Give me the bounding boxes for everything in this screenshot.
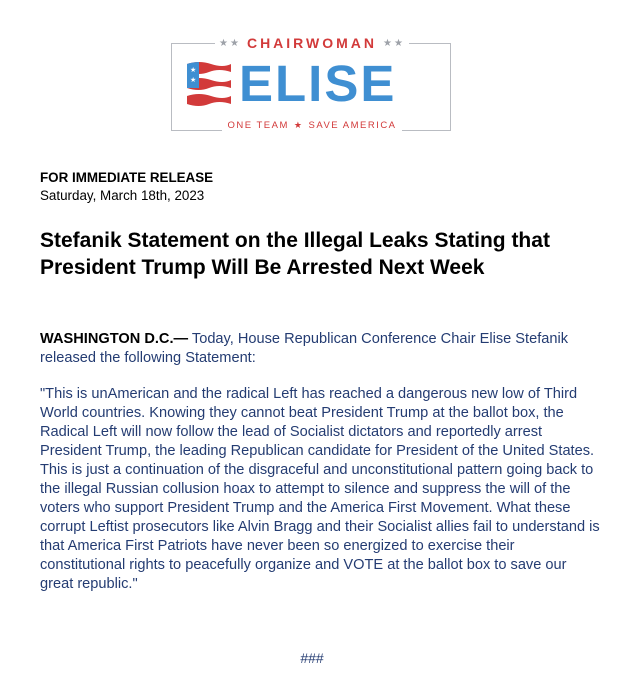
- logo-top-row: [171, 30, 453, 56]
- star-icon: ★: [293, 119, 304, 130]
- release-date: Saturday, March 18th, 2023: [40, 188, 205, 203]
- logo-chairwoman-text: CHAIRWOMAN: [246, 35, 378, 51]
- logo-bottom-row: [171, 116, 453, 134]
- svg-text:★: ★: [190, 66, 197, 74]
- dateline-paragraph: [40, 330, 600, 367]
- logo-elise-text: ELISE: [239, 55, 397, 112]
- release-label: FOR IMMEDIATE RELEASE: [40, 170, 214, 185]
- statement-quote: "This is unAmerican and the radical Left has reached a dangerous new low of Third World countries. Knowing they cannot beat President Trump at the ballot box, the Radical Left will now follow the lead of Socialist dictators and reportedly arrest President Trump, the leading Republican candidate for President of the United States. This is just a continuation of the disgraceful and unconstitutional pattern going back to the illegal Russian collusion hoax to attempt to silence and suppress the will of the voters who support President Trump and the America First Movement. What these corrupt Leftist prosecutors like Alvin Bragg and their Socialist allies fail to understand is that America First Patriots have never been so energized to exercise their constitutional rights to peacefully organize and VOTE at the ballot box to save our great republic.": [40, 386, 600, 592]
- dateline-city: WASHINGTON D.C.—: [40, 331, 189, 347]
- star-icon: ★★: [383, 37, 405, 49]
- flag-icon: [185, 60, 233, 106]
- headline: Stefanik Statement on the Illegal Leaks Stating that President Trump Will Be Arrested Next Week: [40, 229, 550, 279]
- svg-text:★: ★: [190, 76, 197, 84]
- end-mark: ###: [300, 650, 324, 666]
- logo: [171, 30, 453, 134]
- star-icon: ★★: [219, 37, 241, 49]
- logo-one-team-text: ONE TEAM: [227, 119, 289, 131]
- logo-save-america-text: SAVE AMERICA: [308, 119, 397, 131]
- dateline-text: Today, House Republican Conference Chair Elise Stefanik released the following Statement:: [40, 331, 569, 366]
